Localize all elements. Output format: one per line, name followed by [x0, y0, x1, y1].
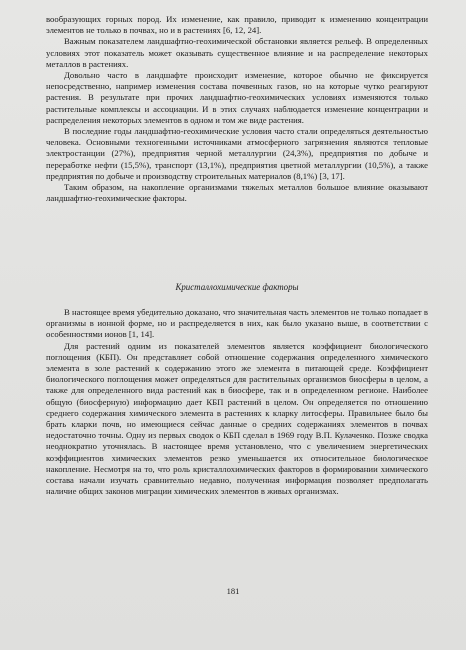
section-heading: Кристаллохимические факторы — [175, 282, 299, 292]
body-text-upper — [46, 14, 428, 204]
body-text-lower — [46, 307, 428, 497]
paragraph: вообразующих горных пород. Их изменение, как правило, приводит к изменению концентрации элементов не только в почвах, но и в растениях [6, 12, 24]. — [46, 14, 428, 36]
paragraph: В настоящее время убедительно доказано, что значительная часть элементов не только попадает в организмы в ионной форме, но и распределяется в них, как было указано выше, в соответствии с особенностями ионов [1, 14]. — [46, 307, 428, 340]
paragraph: Таким образом, на накопление организмами тяжелых металлов большое влияние оказывают ландшафтно-геохимические факторы. — [46, 182, 428, 204]
paragraph: В последние годы ландшафтно-геохимические условия часто стали определяться деятельностью человека. Основными техногенными источниками атмосферного загрязнения являются тепловые электростанции (27%), предприятия черной металлургии (24,3%), предприятия по добыче и переработке нефти (15,5%), транспорт (13,1%), предприятия цветной металлургии (10,5%), а также предприятия по добыче и производству строительных материалов (8,1%) [3, 17]. — [46, 126, 428, 181]
paragraph: Довольно часто в ландшафте происходит изменение, которое обычно не фиксируется непосредственно, например изменения состава почвенных газов, но на которые чутко реагируют растения. В результате при прочих ландшафтно-геохимических условиях изменяются только растительные комплексы и ассоциации. И в этих случаях наблюдается изменение концентрации и распределения некоторых элементов в одном и том же виде растения. — [46, 70, 428, 125]
paragraph: Важным показателем ландшафтно-геохимической обстановки является рельеф. В определенных условиях этот показатель может оказывать существенное влияние и на распределение некоторых металлов в растениях. — [46, 36, 428, 69]
page-number: 181 — [226, 586, 240, 596]
paragraph: Для растений одним из показателей элементов является коэффициент биологического поглощения (КБП). Он представляет собой отношение содержания определенного химического элемента в золе растений к содержанию этого же элемента в питающей среде. Коэффициент биологического поглощения может определяться для растительных организмов биосферы в целом, а также для определенного вида растений как в биосфере, так и в определенном регионе. Наиболее общую (биосферную) информацию дает КБП растений в целом. Он определяется по отношению среднего содержания химического элемента в растениях к кларку литосферы. Правильнее было бы брать кларки почв, но имеющиеся сейчас данные о средних содержаниях элементов в почвах недостаточно точны. Одну из первых сводок о КБП сделал в 1969 году В.П. Кулаченко. Позже сводка неоднократно уточнялась. В настоящее время установлено, что с увеличением энергетических коэффициентов химических элементов резко уменьшается их относительное биологическое накопление. Несмотря на то, что роль кристаллохимических факторов в формировании химического состава начали изучать сравнительно недавно, полученная информация позволяет предполагать наличие общих законов миграции химических элементов в живых организмах. — [46, 340, 428, 497]
